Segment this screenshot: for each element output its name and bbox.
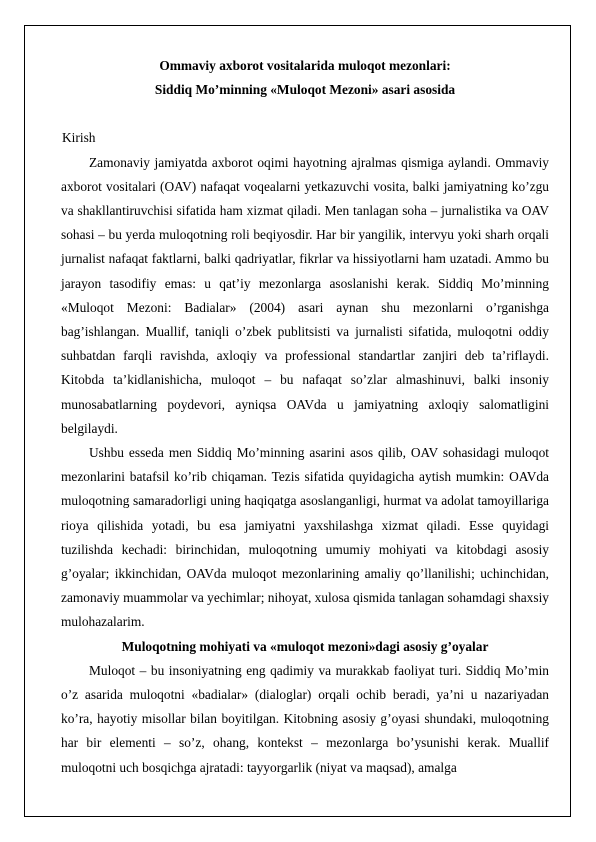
title-spacer bbox=[61, 102, 549, 126]
document-body bbox=[61, 54, 549, 780]
section-heading-2: Muloqotning mohiyati va «muloqot mezoni»dagi asosiy g’oyalar bbox=[121, 638, 489, 654]
section-label-intro: Kirish bbox=[62, 130, 96, 146]
paragraph-intro-2: Ushbu esseda men Siddiq Mo’minning asarini asos qilib, OAV sohasidagi muloqot mezonlarini batafsil ko’rib chiqaman. Tezis sifatida quyidagicha aytish mumkin: OAVda muloqotning samaradorligi uning haqiqatga asoslanganligi, hurmat va adolat tamoyillariga rioya qilishida yotadi, bu esa jamiyatni yaxshilashga xizmat qiladi. Esse quyidagi tuzilishda kechadi: birinchidan, muloqotning umumiy mohiyati va kitobdagi asosiy g’oyalar; ikkinchidan, OAVda muloqot mezonlarining amaliy qo’llanilishi; uchinchidan, zamonaviy muammolar va yechimlar; nihoyat, xulosa qismida tanlagan sohamdagi shaxsiy mulohazalarim. bbox=[61, 445, 549, 630]
paragraph-section2-1: Muloqot – bu insoniyatning eng qadimiy va murakkab faoliyat turi. Siddiq Mo’min o’z asarida muloqotni «badialar» (dialoglar) orqali ochib beradi, ya’ni u nazariyadan ko’ra, hayotiy misollar bilan boyitilgan. Kitobning asosiy g’oyasi shundaki, muloqotning har bir elementi – so’z, ohang, kontekst – mezonlarga bo’ysunishi kerak. Muallif muloqotni uch bosqichga ajratadi: tayyorgarlik (niyat va maqsad), amalga bbox=[61, 662, 549, 775]
paragraph-intro-1: Zamonaviy jamiyatda axborot oqimi hayotning ajralmas qismiga aylandi. Ommaviy axborot vositalari (OAV) nafaqat voqealarni yetkazuvchi vosita, balki jamiyatning ko’zgu va shakllantiruvchisi sifatida ham xizmat qiladi. Men tanlagan soha – jurnalistika va OAV sohasi – bu yerda muloqotning roli beqiyosdir. Har bir yangilik, intervyu yoki sharh orqali jurnalist nafaqat faktlarni, balki qadriyatlar, fikrlar va hissiyotlarni ham uzatadi. Ammo bu jarayon tasodifiy emas: u qat’iy mezonlarga asoslanishi kerak. Siddiq Mo’minning «Muloqot Mezoni: Badialar» (2004) asari aynan shu mezonlarni o’rganishga bag’ishlangan. Muallif, taniqli o’zbek publitsisti va jurnalisti sifatida, muloqotni oddiy suhbatdan farqli ravishda, axloqiy va professional standartlar zanjiri deb ta’riflaydi. Kitobda ta’kidlanishicha, muloqot – bu nafaqat so’zlar almashinuvi, balki insoniy munosabatlarning poydevori, ayniqsa OAVda u jamiyatning axloqiy salomatligini belgilaydi. bbox=[61, 154, 549, 436]
document-title-line-2: Siddiq Mo’minning «Muloqot Mezoni» asari asosida bbox=[154, 82, 456, 98]
document-page bbox=[24, 25, 571, 817]
document-title-line-1: Ommaviy axborot vositalarida muloqot mezonlari: bbox=[159, 58, 451, 73]
